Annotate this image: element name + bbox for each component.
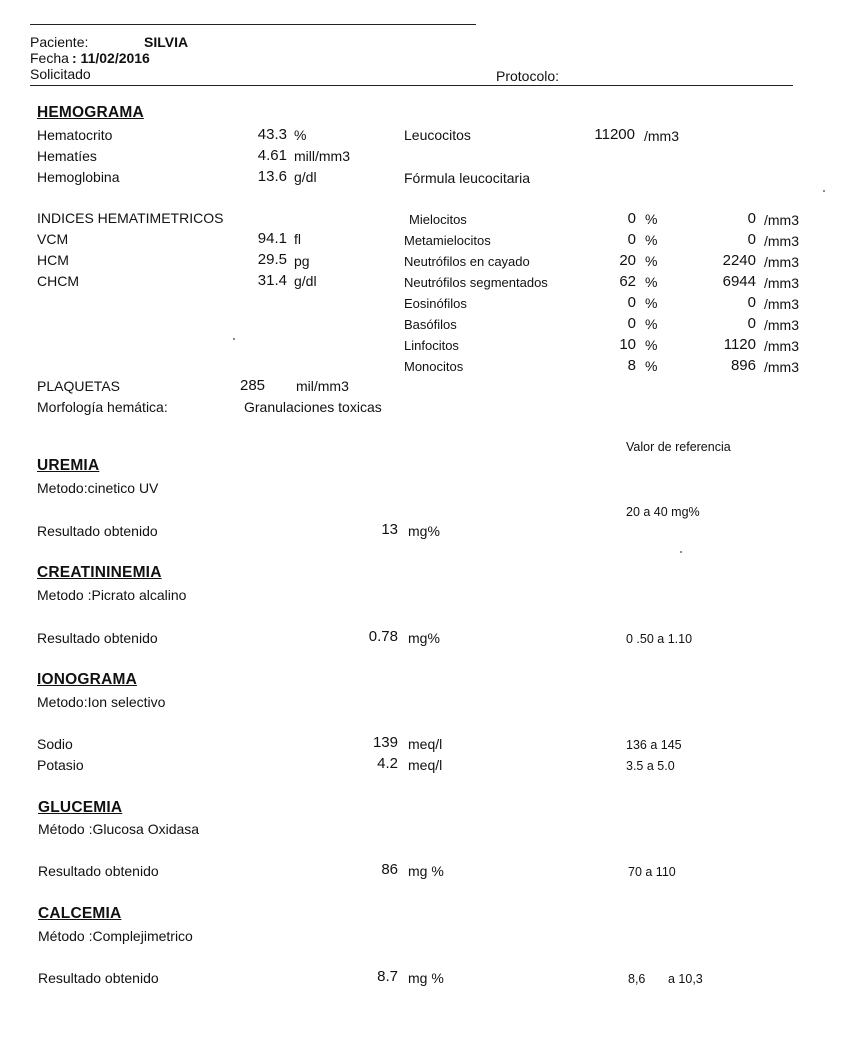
ionograma-title: IONOGRAMA — [37, 671, 137, 688]
uremia-value: 13 — [381, 521, 398, 538]
calcemia-reference-low: 8,6 — [628, 972, 646, 986]
morfologia-label: Morfología hemática: — [37, 399, 168, 415]
uremia-title: UREMIA — [37, 457, 100, 474]
indices-title: INDICES HEMATIMETRICOS — [37, 210, 224, 226]
creatininemia-title: CREATININEMIA — [37, 564, 162, 581]
hemograma-title: HEMOGRAMA — [37, 104, 144, 121]
calcemia-title: CALCEMIA — [38, 905, 122, 922]
creatininemia-value: 0.78 — [368, 628, 398, 645]
calcemia-value: 8.7 — [377, 968, 398, 985]
formula-label: Fórmula leucocitaria — [404, 170, 531, 186]
creatininemia-result-label: Resultado obtenido — [37, 630, 158, 646]
glucemia-unit: mg % — [408, 863, 444, 879]
ionograma-method: Metodo:Ion selectivo — [37, 694, 166, 710]
glucemia-reference: 70 a 110 — [628, 865, 676, 879]
creatininemia-unit: mg% — [408, 630, 440, 646]
creatininemia-reference: 0 .50 a 1.10 — [626, 632, 693, 646]
leucocitos-label: Leucocitos — [404, 127, 471, 143]
plaquetas-unit: mil/mm3 — [296, 378, 349, 394]
patient-name: SILVIA — [144, 34, 189, 50]
top-rule — [30, 24, 476, 25]
uremia-reference: 20 a 40 mg% — [626, 505, 700, 519]
calcemia-result-label: Resultado obtenido — [38, 970, 159, 986]
morfologia-value: Granulaciones toxicas — [244, 399, 382, 415]
reference-header: Valor de referencia — [626, 440, 731, 454]
glucemia-title: GLUCEMIA — [38, 799, 123, 816]
date-label: Fecha — [30, 50, 69, 66]
calcemia-unit: mg % — [408, 970, 444, 986]
protocol-label: Protocolo: — [496, 68, 560, 84]
plaquetas-value: 285 — [240, 377, 266, 394]
glucemia-value: 86 — [381, 861, 398, 878]
date-value: : 11/02/2016 — [72, 50, 150, 66]
uremia-result-label: Resultado obtenido — [37, 523, 158, 539]
plaquetas-label: PLAQUETAS — [37, 378, 120, 394]
leucocitos-unit: /mm3 — [644, 128, 679, 144]
patient-label: Paciente: — [30, 34, 89, 50]
calcemia-method: Método :Complejimetrico — [38, 928, 193, 944]
scan-speck — [823, 190, 825, 192]
glucemia-method: Método :Glucosa Oxidasa — [38, 821, 200, 837]
header-rule — [30, 85, 793, 86]
uremia-method: Metodo:cinetico UV — [37, 480, 159, 496]
creatininemia-method: Metodo :Picrato alcalino — [37, 587, 187, 603]
leucocitos-value: 11200 — [594, 126, 635, 143]
scan-speck — [680, 551, 682, 553]
uremia-unit: mg% — [408, 523, 440, 539]
calcemia-reference-high: a 10,3 — [668, 972, 703, 986]
requested-label: Solicitado — [30, 66, 91, 82]
scan-speck — [233, 338, 235, 340]
glucemia-result-label: Resultado obtenido — [38, 863, 159, 879]
